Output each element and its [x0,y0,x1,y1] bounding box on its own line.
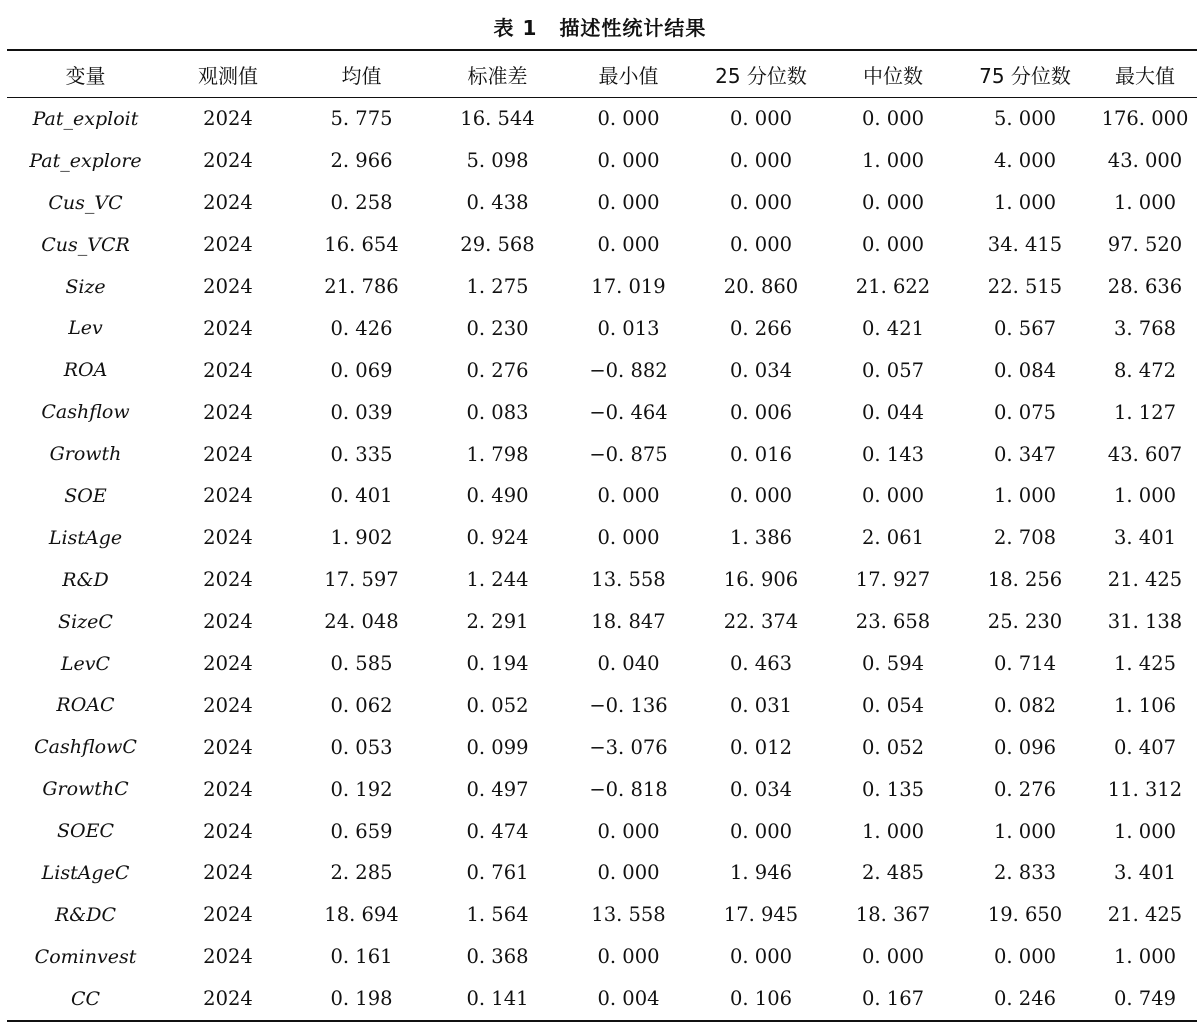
value-cell: 0. 335 [330,442,393,466]
value-cell: 24. 048 [324,610,399,634]
value-cell: 2024 [203,777,253,801]
value-cell: 0. 438 [466,191,529,215]
column-header: 中位数 [829,50,957,98]
variable-name-cell: R&DC [55,903,116,926]
value-cell: 2. 708 [993,526,1057,550]
value-cell: 2. 485 [861,861,925,885]
value-cell: 0. 013 [597,316,660,340]
value-cell: 16. 906 [723,568,799,592]
column-header: 75 分位数 [957,50,1093,98]
value-cell: −3. 076 [589,735,668,759]
value-cell: 19. 650 [987,903,1063,927]
table-row [7,307,1197,349]
value-cell: 5. 000 [993,107,1057,131]
table-row [7,98,1197,140]
value-cell: 11. 312 [1107,777,1183,801]
variable-name-cell: SOE [64,484,107,507]
value-cell: 0. 083 [466,400,529,424]
column-header: 25 分位数 [693,50,829,98]
value-cell: −0. 875 [589,442,668,466]
value-cell: 0. 230 [466,316,529,340]
value-cell: 23. 658 [855,610,931,634]
value-cell: 0. 000 [597,861,660,885]
value-cell: 0. 000 [597,945,660,969]
table-row [7,475,1197,517]
table-header-row [7,50,1197,98]
value-cell: 0. 000 [597,191,660,215]
value-cell: 0. 401 [330,484,393,508]
statistics-table-container [7,49,1197,1022]
table-row [7,517,1197,559]
value-cell: 0. 659 [330,819,393,843]
value-cell: 0. 000 [729,819,793,843]
value-cell: 2024 [203,275,253,298]
table-body [7,98,1197,1021]
value-cell: 0. 006 [729,400,793,424]
variable-name-cell: LevC [60,652,111,675]
value-cell: 13. 558 [591,903,666,927]
value-cell: 2024 [203,610,253,634]
value-cell: 31. 138 [1107,610,1183,634]
value-cell: 0. 246 [957,978,1093,1021]
variable-name-cell: Pat_explore [29,149,142,172]
value-cell: 0. 016 [729,442,793,466]
value-cell: 0. 161 [330,945,393,969]
table-row [7,266,1197,308]
value-cell: 2024 [164,978,292,1021]
value-cell: 0. 040 [597,652,660,676]
value-cell: 0. 276 [993,777,1057,801]
variable-name-cell: Cus_VC [48,191,123,214]
variable-name-cell: Cominvest [34,945,137,968]
value-cell: −0. 818 [589,777,668,801]
variable-name-cell: GrowthC [42,778,129,801]
value-cell: 0. 000 [729,484,793,508]
value-cell: 0. 000 [597,233,660,257]
value-cell: 43. 607 [1107,442,1183,466]
value-cell: 0. 000 [729,191,793,215]
value-cell: 0. 106 [693,978,829,1021]
value-cell: −0. 882 [589,358,668,382]
value-cell: 2024 [203,568,253,592]
column-header: 标准差 [431,50,564,98]
value-cell: 4. 000 [993,149,1057,173]
value-cell: 17. 019 [591,275,666,298]
value-cell: 2024 [203,819,253,843]
value-cell: 0. 194 [466,652,529,676]
value-cell: 2. 966 [330,149,393,173]
value-cell: 0. 463 [729,652,793,676]
value-cell: 2024 [203,861,253,885]
value-cell: 8. 472 [1113,358,1177,382]
value-cell: 3. 768 [1113,316,1177,340]
value-cell: 2024 [203,903,253,927]
value-cell: 0. 143 [861,442,925,466]
table-row [7,768,1197,810]
value-cell: 1. 244 [466,568,529,592]
descriptive-statistics-table [7,49,1197,1022]
value-cell: 0. 004 [564,978,693,1021]
value-cell: 20. 860 [723,275,799,298]
column-header: 最小值 [564,50,693,98]
value-cell: 0. 198 [292,978,431,1021]
value-cell: 2024 [203,652,253,676]
value-cell: 21. 425 [1107,903,1183,927]
value-cell: 0. 490 [466,484,529,508]
variable-name-cell: R&D [62,568,109,591]
value-cell: 2. 061 [861,526,925,550]
variable-name-cell: Lev [68,317,103,340]
value-cell: 2024 [203,442,253,466]
value-cell: 0. 052 [861,735,925,759]
value-cell: 0. 585 [330,652,393,676]
value-cell: 0. 000 [597,526,660,550]
value-cell: 0. 034 [729,358,793,382]
value-cell: 17. 597 [324,568,399,592]
value-cell: 18. 256 [987,568,1063,592]
value-cell: 25. 230 [987,610,1063,634]
value-cell: 13. 558 [591,568,666,592]
variable-name-cell: Cashflow [41,401,130,424]
value-cell: 0. 031 [729,693,793,717]
value-cell: 0. 000 [861,945,925,969]
value-cell: 34. 415 [987,233,1063,257]
value-cell: 1. 275 [466,275,529,298]
value-cell: 0. 075 [993,400,1057,424]
value-cell: 0. 347 [993,442,1057,466]
table-row [7,433,1197,475]
value-cell: 0. 000 [861,107,925,131]
value-cell: 16. 654 [324,233,399,257]
value-cell: 0. 034 [729,777,793,801]
variable-name-cell: ROA [63,359,108,382]
table-caption [0,12,1200,41]
value-cell: −0. 136 [589,693,668,717]
table-number: 表 1 [493,16,538,40]
value-cell: 1. 798 [466,442,529,466]
value-cell: 0. 012 [729,735,793,759]
value-cell: 18. 367 [855,903,931,927]
variable-name-cell: ListAge [48,526,123,549]
value-cell: 1. 000 [993,484,1057,508]
table-row [7,559,1197,601]
value-cell: 17. 945 [723,903,799,927]
value-cell: 0. 053 [330,735,393,759]
value-cell: 0. 000 [993,945,1057,969]
value-cell: 0. 567 [993,316,1057,340]
value-cell: 1. 386 [729,526,793,550]
value-cell: 5. 098 [466,149,529,173]
value-cell: 0. 594 [861,652,925,676]
value-cell: 1. 000 [993,819,1057,843]
value-cell: 0. 000 [597,107,660,131]
value-cell: 0. 000 [861,191,925,215]
value-cell: 0. 096 [993,735,1057,759]
value-cell: 0. 054 [861,693,925,717]
column-header: 变量 [7,50,164,98]
value-cell: 2024 [203,107,253,131]
value-cell: 2024 [203,191,253,215]
value-cell: 0. 044 [861,400,925,424]
value-cell: 43. 000 [1107,149,1183,173]
value-cell: 18. 694 [324,903,399,927]
value-cell: 1. 127 [1113,400,1177,424]
value-cell: 97. 520 [1107,233,1183,257]
value-cell: 22. 374 [723,610,799,634]
value-cell: 28. 636 [1107,275,1183,298]
value-cell: 0. 167 [829,978,957,1021]
table-row [7,726,1197,768]
value-cell: 1. 902 [330,526,393,550]
value-cell: 0. 000 [729,233,793,257]
table-row [7,224,1197,266]
value-cell: 0. 000 [597,819,660,843]
value-cell: 2024 [203,233,253,257]
value-cell: 22. 515 [987,275,1063,298]
value-cell: 0. 135 [861,777,925,801]
value-cell: 0. 000 [597,484,660,508]
value-cell: 3. 401 [1113,526,1177,550]
table-row [7,391,1197,433]
value-cell: 17. 927 [855,568,931,592]
value-cell: 2024 [203,316,253,340]
value-cell: −0. 464 [589,400,668,424]
value-cell: 18. 847 [591,610,666,634]
variable-name-cell: ROAC [56,694,115,717]
variable-name-cell: SizeC [58,610,113,633]
variable-name-cell: Pat_exploit [32,107,139,130]
value-cell: 0. 266 [729,316,793,340]
value-cell: 0. 069 [330,358,393,382]
table-row [7,978,1197,1021]
value-cell: 3. 401 [1113,861,1177,885]
value-cell: 0. 000 [729,107,793,131]
value-cell: 0. 082 [993,693,1057,717]
value-cell: 2024 [203,526,253,550]
value-cell: 176. 000 [1101,107,1189,131]
table-row [7,182,1197,224]
value-cell: 2024 [203,149,253,173]
value-cell: 0. 421 [861,316,925,340]
value-cell: 0. 039 [330,400,393,424]
value-cell: 1. 000 [1113,484,1177,508]
value-cell: 0. 000 [729,149,793,173]
value-cell: 0. 099 [466,735,529,759]
value-cell: 0. 141 [431,978,564,1021]
value-cell: 0. 276 [466,358,529,382]
value-cell: 0. 000 [861,233,925,257]
value-cell: 5. 775 [330,107,393,131]
value-cell: 1. 000 [861,149,925,173]
value-cell: 2024 [203,693,253,717]
variable-name-cell: SOEC [57,820,114,843]
value-cell: 1. 425 [1113,652,1177,676]
table-row [7,684,1197,726]
value-cell: 0. 474 [466,819,529,843]
table-row [7,349,1197,391]
value-cell: 2. 291 [466,610,529,634]
variable-name-cell: CashflowC [34,736,137,759]
value-cell: 0. 368 [466,945,529,969]
variable-name-cell: Growth [49,443,122,466]
value-cell: 2. 833 [993,861,1057,885]
value-cell: 21. 425 [1107,568,1183,592]
value-cell: 1. 564 [466,903,529,927]
value-cell: 2024 [203,945,253,969]
value-cell: 0. 407 [1113,735,1177,759]
value-cell: 0. 761 [466,861,529,885]
variable-name-cell: Cus_VCR [41,233,130,256]
value-cell: 0. 426 [330,316,393,340]
variable-name-cell: ListAgeC [41,861,130,884]
value-cell: 2024 [203,400,253,424]
value-cell: 0. 052 [466,693,529,717]
value-cell: 2024 [203,735,253,759]
table-title: 描述性统计结果 [559,16,707,40]
value-cell: 1. 000 [993,191,1057,215]
value-cell: 0. 000 [861,484,925,508]
table-row [7,140,1197,182]
value-cell: 0. 714 [993,652,1057,676]
value-cell: 0. 000 [729,945,793,969]
table-row [7,894,1197,936]
value-cell: 0. 497 [466,777,529,801]
table-row [7,936,1197,978]
table-row [7,810,1197,852]
value-cell: 0. 057 [861,358,925,382]
column-header: 观测值 [164,50,292,98]
value-cell: 2024 [203,358,253,382]
value-cell: 1. 000 [1113,945,1177,969]
column-header: 均值 [292,50,431,98]
value-cell: 16. 544 [460,107,535,131]
value-cell: 0. 924 [466,526,529,550]
value-cell: 2024 [203,484,253,508]
value-cell: 2. 285 [330,861,393,885]
value-cell: 0. 000 [597,149,660,173]
table-row [7,601,1197,643]
value-cell: 0. 084 [993,358,1057,382]
value-cell: 21. 622 [855,275,931,298]
value-cell: 1. 000 [861,819,925,843]
value-cell: 0. 062 [330,693,393,717]
value-cell: 1. 106 [1113,693,1177,717]
value-cell: 29. 568 [460,233,535,257]
value-cell: 21. 786 [324,275,399,298]
variable-name-cell: Size [65,275,106,298]
value-cell: 0. 192 [330,777,393,801]
value-cell: 1. 946 [729,861,793,885]
value-cell: 1. 000 [1113,819,1177,843]
value-cell: 1. 000 [1113,191,1177,215]
value-cell: 0. 749 [1093,978,1197,1021]
table-row [7,643,1197,685]
value-cell: 0. 258 [330,191,393,215]
table-row [7,852,1197,894]
variable-name-cell: CC [7,978,164,1021]
column-header: 最大值 [1093,50,1197,98]
